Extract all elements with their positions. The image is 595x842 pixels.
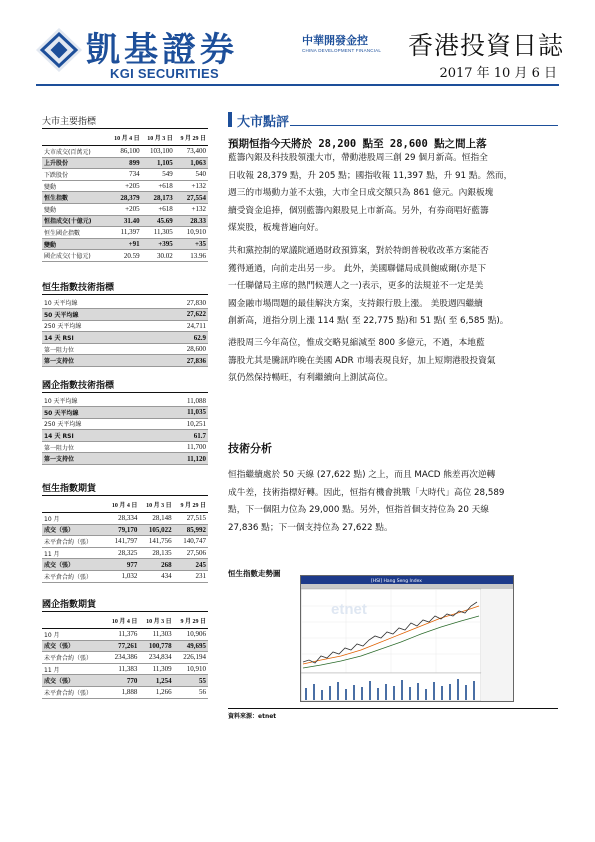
row-value: 27,836 [148, 355, 208, 367]
row-label: 未平倉合約（張） [42, 686, 105, 698]
table-row [42, 169, 208, 181]
row-label: 第一阻力位 [42, 343, 148, 355]
row-value: 11,088 [148, 395, 208, 407]
table-row [42, 524, 208, 536]
table-row [42, 559, 208, 571]
table-row [42, 663, 208, 675]
row-value: 31.40 [108, 215, 141, 227]
row-value: 899 [108, 157, 141, 169]
row-label: 成交（張） [42, 524, 105, 536]
section-accent-bar [228, 112, 232, 127]
row-value: 103,100 [142, 146, 175, 158]
row-value: 11,309 [139, 663, 173, 675]
text-line: 藍籌內銀及科技股領漲大市，帶動港股周三創 29 個月新高。恒指全 [228, 153, 488, 163]
row-value: 10,906 [174, 629, 208, 641]
row-value: 1,105 [142, 157, 175, 169]
table-row [42, 309, 208, 321]
text-line: 煤炭股，板塊普遍向好。 [228, 223, 324, 233]
table-row [42, 250, 208, 262]
row-value: 28,135 [139, 547, 173, 559]
row-value: 977 [105, 559, 139, 571]
row-value: 56 [174, 686, 208, 698]
row-value: 10,910 [175, 227, 208, 239]
group-name-cn: 中華開發金控 [302, 34, 368, 47]
source-divider [228, 708, 558, 709]
table-row [42, 640, 208, 652]
row-value: 1,888 [105, 686, 139, 698]
row-value: +618 [142, 180, 175, 192]
text-line: 27,836 點；下一個支持位為 27,622 點。 [228, 522, 393, 533]
text-line: 氛仍然保持暢旺，有利繼續向上測試高位。 [228, 373, 394, 383]
row-label: 下跌股份 [42, 169, 108, 181]
row-value: 27,506 [174, 547, 208, 559]
col-header: 10 月 4 日 [105, 498, 139, 513]
market-commentary-header [228, 111, 558, 129]
row-label: 10 天平均線 [42, 395, 148, 407]
table-row [42, 215, 208, 227]
row-value: 10,910 [174, 663, 208, 675]
table-row [42, 536, 208, 548]
row-value: 105,022 [139, 524, 173, 536]
row-value: +91 [108, 238, 141, 250]
commentary-paragraph-3 [228, 335, 558, 388]
row-label: 11 月 [42, 547, 105, 559]
row-value: 734 [108, 169, 141, 181]
row-value: 20.59 [108, 250, 141, 262]
row-label: 恒指成交(十億元) [42, 215, 108, 227]
row-value: 140,747 [174, 536, 208, 548]
table-row [42, 407, 208, 419]
row-value: 11,397 [108, 227, 141, 239]
table-row [42, 629, 208, 641]
row-value: 1,032 [105, 570, 139, 582]
row-label: 成交（張） [42, 675, 105, 687]
table-row [42, 570, 208, 582]
row-label: 大市成交(百萬元) [42, 146, 108, 158]
table-row [42, 453, 208, 465]
row-label: 國企成交(十億元) [42, 250, 108, 262]
kgi-logo-icon [36, 28, 82, 72]
market-commentary-title: 大市點評 [237, 115, 290, 130]
row-value: 11,700 [148, 441, 208, 453]
row-label: 未平倉合約（張） [42, 570, 105, 582]
text-line: 籌股尤其是騰訊昨晚在美國 ADR 市場表現良好，加上短期港股投資氣 [228, 355, 496, 366]
chart-title: 恒生指數走勢圖 [228, 569, 281, 578]
table-row [42, 238, 208, 250]
hsi-futures-title: 恒生指數期貨 [42, 481, 208, 496]
row-value: +618 [142, 203, 175, 215]
row-value: 62.9 [148, 332, 208, 344]
row-label: 未平倉合約（張） [42, 536, 105, 548]
technical-analysis-paragraph [228, 467, 558, 537]
row-value: 79,170 [105, 524, 139, 536]
row-value: 28,379 [108, 192, 141, 204]
col-header: 10 月 3 日 [142, 131, 175, 146]
table-row [42, 192, 208, 204]
row-value: 28,148 [139, 513, 173, 525]
row-label: 變動 [42, 203, 108, 215]
section-underline [290, 125, 558, 126]
table-row [42, 320, 208, 332]
row-value: 11,305 [142, 227, 175, 239]
col-header: 9 月 29 日 [174, 614, 208, 629]
header-divider [36, 84, 559, 86]
row-value: 10,251 [148, 418, 208, 430]
row-value: 11,383 [105, 663, 139, 675]
col-header: 10 月 4 日 [105, 614, 139, 629]
row-label: 10 月 [42, 629, 105, 641]
row-value: 1,254 [139, 675, 173, 687]
row-value: 226,194 [174, 652, 208, 664]
row-value: 549 [142, 169, 175, 181]
row-value: 61.7 [148, 430, 208, 442]
row-value: +35 [175, 238, 208, 250]
row-value: 55 [174, 675, 208, 687]
row-value: 141,756 [139, 536, 173, 548]
row-label: 第一支持位 [42, 453, 148, 465]
text-line: 創新高，道指分別上漲 114 點( 至 22,775 點)和 51 點( 至 6,585 點)。 [228, 316, 509, 326]
row-label: 第一支持位 [42, 355, 148, 367]
row-value: 100,778 [139, 640, 173, 652]
group-name-en: CHINA DEVELOPMENT FINANCIAL [302, 48, 382, 53]
row-value: 27,554 [175, 192, 208, 204]
text-line: 成牛差，技術指標好轉。因此，恒指有機會挑戰「大時代」高位 28,589 [228, 487, 505, 498]
row-value: 11,376 [105, 629, 139, 641]
text-line: 恒指繼續處於 50 天線 (27,622 點) 之上，而且 MACD 熊差再次逆轉 [228, 470, 496, 480]
row-value: 73,400 [175, 146, 208, 158]
table-row [42, 675, 208, 687]
hsi-technical-table [42, 297, 208, 367]
row-value: 28,334 [105, 513, 139, 525]
market-indicators-panel [42, 114, 208, 262]
row-value: 45.69 [142, 215, 175, 227]
row-label: 恒生國企指數 [42, 227, 108, 239]
table-row [42, 297, 208, 309]
table-row [42, 203, 208, 215]
table-row [42, 430, 208, 442]
row-value: 49,695 [174, 640, 208, 652]
table-row [42, 343, 208, 355]
table-row [42, 355, 208, 367]
row-label: 10 天平均線 [42, 297, 148, 309]
row-value: 77,261 [105, 640, 139, 652]
table-row [42, 441, 208, 453]
hsi-futures-table [42, 498, 208, 583]
text-line: 共和黨控制的眾議院通過財政預算案，對於特朗普稅收改革方案能否 [228, 246, 489, 256]
table-row [42, 180, 208, 192]
row-value: 30.02 [142, 250, 175, 262]
row-value: 13.96 [175, 250, 208, 262]
row-value: 24,711 [148, 320, 208, 332]
row-value: 85,992 [174, 524, 208, 536]
col-header: 9 月 29 日 [175, 131, 208, 146]
row-value: 1,266 [139, 686, 173, 698]
row-label: 50 天平均線 [42, 407, 148, 419]
hscei-futures-table [42, 614, 208, 699]
group-logo [302, 32, 381, 53]
row-label: 11 月 [42, 663, 105, 675]
table-row [42, 513, 208, 525]
row-label: 恒生指數 [42, 192, 108, 204]
row-value: 540 [175, 169, 208, 181]
row-value: 141,797 [105, 536, 139, 548]
row-label: 成交（張） [42, 559, 105, 571]
table-row [42, 157, 208, 169]
row-value: 27,622 [148, 309, 208, 321]
row-label: 14 天 RSI [42, 332, 148, 344]
row-value: 11,303 [139, 629, 173, 641]
technical-analysis-title: 技術分析 [228, 442, 272, 455]
row-label: 變動 [42, 180, 108, 192]
market-indicators-title: 大市主要指標 [42, 114, 208, 129]
text-line: 週三的市場動力並不太強，大市全日成交額只為 861 億元。內銀板塊 [228, 188, 494, 198]
row-label: 變動 [42, 238, 108, 250]
commentary-headline: 預期恒指今天將於 28,200 點至 28,600 點之間上落 [228, 138, 487, 150]
commentary-paragraph-1 [228, 150, 558, 238]
logo-chinese: 凱基證券 [86, 30, 238, 70]
col-header: 10 月 4 日 [108, 131, 141, 146]
chart-screenshot [301, 576, 513, 701]
table-row [42, 395, 208, 407]
table-row [42, 146, 208, 158]
row-label: 成交（張） [42, 640, 105, 652]
commentary-paragraph-2 [228, 243, 558, 331]
row-value: 268 [139, 559, 173, 571]
report-title: 香港投資日誌 [408, 31, 565, 60]
text-line: 港股周三今年高位，惟成交略見縮減至 800 多億元，不過，本地藍 [228, 338, 485, 348]
table-row [42, 652, 208, 664]
row-label: 14 天 RSI [42, 430, 148, 442]
row-value: 27,515 [174, 513, 208, 525]
text-line: 點，下一個阻力位為 29,000 點。另外，恒指首個支持位為 20 天線 [228, 505, 489, 515]
row-value: 28.33 [175, 215, 208, 227]
text-line: 獲得通過，向前走出另一步。 此外，美國聯儲局成員鮑威爾(亦是下 [228, 263, 487, 274]
text-line: 一任聯儲局主席的熱門候選人之一)表示，更多的法規並不一定是美 [228, 281, 484, 291]
row-label: 10 月 [42, 513, 105, 525]
row-label: 未平倉合約（張） [42, 652, 105, 664]
table-row [42, 418, 208, 430]
hsi-technical-panel [42, 280, 208, 367]
row-value: 11,035 [148, 407, 208, 419]
hscei-technical-title: 國企指數技術指標 [42, 378, 208, 393]
table-row [42, 332, 208, 344]
table-row [42, 686, 208, 698]
hscei-technical-panel [42, 378, 208, 465]
text-line: 國金融市場問題的最佳解決方案，支持銀行股上漲。 美股週四繼續 [228, 298, 483, 309]
table-row [42, 227, 208, 239]
row-value: 27,830 [148, 297, 208, 309]
hsi-chart-image [300, 575, 514, 702]
row-label: 50 天平均線 [42, 309, 148, 321]
report-date: 2017 年 10 月 6 日 [439, 66, 557, 81]
hscei-futures-panel [42, 597, 208, 699]
row-value: +205 [108, 180, 141, 192]
row-value: 86,100 [108, 146, 141, 158]
chart-window-title: [HSI] Hang Seng Index [371, 579, 422, 584]
text-line: 續受資金追捧，個別藍籌內銀股見上市新高。另外，有券商唱好藍籌 [228, 205, 489, 216]
table-row [42, 547, 208, 559]
col-header: 10 月 3 日 [139, 614, 173, 629]
row-label: 上升股份 [42, 157, 108, 169]
row-value: 245 [174, 559, 208, 571]
row-value: +132 [175, 203, 208, 215]
row-value: 28,600 [148, 343, 208, 355]
row-value: 28,325 [105, 547, 139, 559]
hscei-technical-table [42, 395, 208, 465]
row-label: 250 天平均線 [42, 320, 148, 332]
hsi-technical-title: 恒生指數技術指標 [42, 280, 208, 295]
row-value: 234,386 [105, 652, 139, 664]
row-label: 第一阻力位 [42, 441, 148, 453]
row-value: 28,173 [142, 192, 175, 204]
text-line: 日收報 28,379 點，升 205 點；國指收報 11,397 點，升 91 點。然而， [228, 170, 513, 181]
row-value: +205 [108, 203, 141, 215]
row-value: 770 [105, 675, 139, 687]
chart-source: 資料來源：etnet [228, 713, 277, 720]
row-value: +132 [175, 180, 208, 192]
row-label: 250 天平均線 [42, 418, 148, 430]
row-value: 1,063 [175, 157, 208, 169]
logo-english: KGI SECURITIES [110, 66, 219, 81]
row-value: +395 [142, 238, 175, 250]
col-header: 9 月 29 日 [174, 498, 208, 513]
market-indicators-table [42, 131, 208, 262]
chart-watermark: etnet [331, 601, 367, 618]
row-value: 231 [174, 570, 208, 582]
row-value: 434 [139, 570, 173, 582]
hscei-futures-title: 國企指數期貨 [42, 597, 208, 612]
row-value: 234,834 [139, 652, 173, 664]
hsi-futures-panel [42, 481, 208, 583]
col-header: 10 月 3 日 [139, 498, 173, 513]
row-value: 11,120 [148, 453, 208, 465]
